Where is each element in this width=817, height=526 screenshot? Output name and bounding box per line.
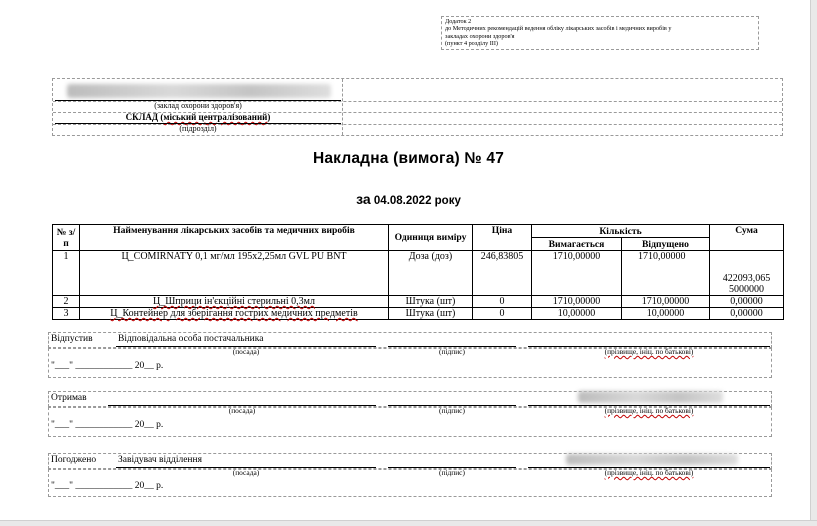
date-prefix: за <box>356 191 371 207</box>
appendix-line-4: (пункт 4 розділу ІІІ) <box>445 40 498 48</box>
institution-caption: (заклад охорони здоров'я) <box>154 101 242 110</box>
cell-requested: 10,00000 <box>532 308 622 320</box>
table-row <box>53 251 784 296</box>
header-row <box>53 225 784 238</box>
department-caption: (підрозділ) <box>179 124 217 133</box>
cell-unit: Доза (доз) <box>389 251 473 296</box>
institution-divider <box>342 79 343 135</box>
document-title: Накладна (вимога) № 47 <box>312 150 505 167</box>
page-edge-right <box>810 0 817 526</box>
cell-price: 0 <box>473 308 532 320</box>
header-name: Найменування лікарських засобів та медичних виробів <box>80 225 389 251</box>
page-edge-bottom <box>0 520 817 526</box>
released-position-caption: (посада) <box>232 347 260 356</box>
cell-released: 1710,00000 <box>622 251 710 296</box>
cell-unit: Штука (шт) <box>389 296 473 308</box>
released-name-caption: (прізвище, ініц. по батькові) <box>604 347 694 356</box>
received-date-line: "___" ____________ 20__ р. <box>51 420 164 430</box>
header-num: № з/п <box>53 225 80 251</box>
cell-name: Ц_COMIRNATY 0,1 мг/мл 195х2,25мл GVL PU BNT <box>80 251 389 296</box>
released-signature-caption: (підпис) <box>439 347 465 356</box>
approved-label: Погоджено <box>51 455 97 465</box>
header-price: Ціна <box>473 225 532 251</box>
approved-position-caption: (посада) <box>232 468 260 477</box>
institution-block <box>52 78 783 136</box>
cell-requested: 1710,00000 <box>532 251 622 296</box>
released-position: Відповідальна особа постачальника <box>118 334 264 344</box>
cell-price: 0 <box>473 296 532 308</box>
approved-position: Завідувач відділення <box>118 455 202 465</box>
cell-price: 246,83805 <box>473 251 532 296</box>
appendix-line-1: Додаток 2 <box>445 18 472 25</box>
cell-sum: 0,00000 <box>710 296 784 308</box>
cell-num: 2 <box>53 296 80 308</box>
cell-released: 1710,00000 <box>622 296 710 308</box>
cell-name <box>80 296 389 308</box>
warehouse-suffix: ) <box>267 112 271 122</box>
cell-name-text: Ц_Контейнер для зберігання гострих медичних предметів <box>110 308 358 319</box>
received-name-caption: (прізвище, ініц. по батькові) <box>604 406 694 415</box>
cell-requested: 1710,00000 <box>532 296 622 308</box>
cell-unit: Штука (шт) <box>389 308 473 320</box>
received-signature-caption: (підпис) <box>439 406 465 415</box>
approved-signature-caption: (підпис) <box>439 468 465 477</box>
header-unit: Одиниця виміру <box>389 225 473 251</box>
received-position-caption: (посада) <box>228 406 256 415</box>
cell-sum: 422093,065 5000000 <box>710 251 784 296</box>
items-table <box>52 224 784 320</box>
warehouse-prefix: СКЛАД ( <box>125 112 164 122</box>
cell-name-text: Ц_Шприци ін'єкційні стерильні 0,3мл <box>152 296 315 307</box>
cell-name <box>80 308 389 320</box>
table-row <box>53 296 784 308</box>
header-released: Відпущено <box>622 238 710 251</box>
header-quantity: Кількість <box>532 225 710 238</box>
cell-num: 1 <box>53 251 80 296</box>
approved-name-redacted <box>566 454 738 465</box>
approved-name-caption: (прізвище, ініц. по батькові) <box>604 468 694 477</box>
warehouse-name-text: міський централізований <box>163 112 268 122</box>
header-sum: Сума <box>710 225 784 251</box>
header-requested: Вимагається <box>532 238 622 251</box>
warehouse-name <box>55 112 341 122</box>
released-label: Відпустив <box>51 334 93 344</box>
document-date <box>0 191 817 207</box>
institution-name-redacted <box>67 84 331 98</box>
received-block <box>48 391 772 439</box>
approved-date-line: "___" ____________ 20__ р. <box>51 481 164 491</box>
cell-num: 3 <box>53 308 80 320</box>
appendix-line-3: закладах охорони здоров'я <box>445 32 515 40</box>
appendix-line-2: до Методичних рекомендацій ведення обліку лікарських засобів і медичних виробів у <box>445 25 672 33</box>
cell-sum: 0,00000 <box>710 308 784 320</box>
date-value: 04.08.2022 року <box>373 195 461 207</box>
released-block <box>48 332 772 380</box>
received-label: Отримав <box>51 393 87 403</box>
table-row <box>53 308 784 320</box>
appendix-note <box>441 16 759 50</box>
approved-block <box>48 453 772 499</box>
received-name-redacted <box>578 391 723 403</box>
released-date-line: "___" ____________ 20__ р. <box>51 361 164 371</box>
cell-released: 10,00000 <box>622 308 710 320</box>
